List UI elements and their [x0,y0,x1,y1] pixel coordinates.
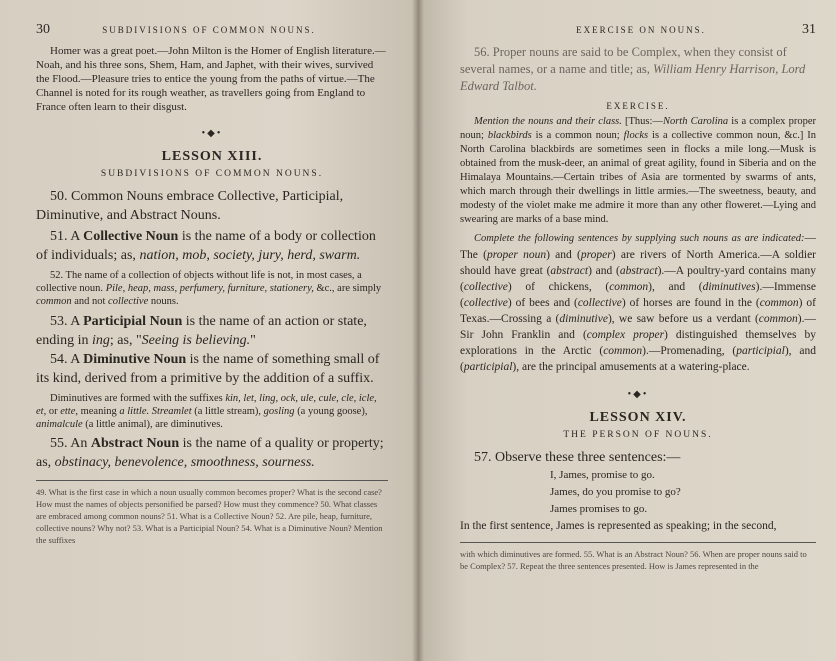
complete-sentences-paragraph: Complete the following sentences by supplying such nouns as are indicated:—The (proper noun) and (proper) are rivers of North America.—A soldier should have great (abstract) and (abstract).—A poultry-yard contains many (collective) of chickens, (common), and (diminutives).—Immense (collective) of bees and (collective) of horses are found in the (common) of Texas.—Crossing a (diminutive), we saw before us a verdant (common).—Sir John Franklin and (complex proper) distinguished themselves by explorations in the Arctic (common).—Promenading, (participial), and (participial), are the principal amusements at a watering-place. [460,232,817,373]
left-ornament: •◆• [201,128,223,139]
left-questions: 49. What is the first case in which a noun usually common becomes proper? What is the second case? How must the names of objects personified be parsed? How must they commence? 50. What classes are embraced among common nouns? 51. What is a Collective Noun? 52. Are pile, heap, furniture, collective nouns? Why not? 53. What is a Participial Noun? 54. What is a Diminutive Noun? Mention the suffixes [36,487,383,545]
complete-text-part: complex proper [586,329,665,341]
complete-text-part: ) of Texas.—Crossing a ( [460,297,816,325]
exercise-paragraph: Mention the nouns and their class. [Thus:—North Carolina is a complex proper noun; blackbirds is a common noun; flocks is a collective common noun, &c.] In North Carolina blackbirds are sometimes seen in flocks a mile long.—Musk is obtained from the musk-deer, an animal of great agility, found in Siberia and on the Himalaya Mountains.—Certain tribes of Asia are tormented by swarms of ants, which march through their dwellings in little armies.—The sweetness, beauty, and modesty of the violet make me admire it more than any other floweret.—Lying and swearing are marks of a base mind. [460,116,817,225]
complete-text-part: abstract [619,265,658,277]
complete-text-part: common [758,313,798,325]
right-page-number: 31 [801,22,816,37]
term-collective-noun: Collective Noun [83,229,179,244]
left-running-head [36,22,388,38]
complete-text-part: ), we saw before us a verdant ( [607,313,759,325]
complete-text-part: ), and ( [648,281,703,293]
complete-text-part: common [759,297,799,309]
term-diminutive-noun: Diminutive Noun [83,352,187,367]
complete-text-part: diminutive [559,313,608,325]
complete-text-part: ).—A poultry-yard contains many ( [460,265,817,293]
complete-text-part: ).—Immense ( [460,281,816,309]
right-ornament: •◆• [627,389,649,400]
right-questions-rule [460,542,816,572]
complete-text-part: —The ( [460,232,816,261]
paragraph-51: 51. A Collective Noun is the name of a body or collection of individuals; as, nation, mob, society, jury, herd, swarm. [36,229,376,263]
verse-3: James promises to go. [550,503,648,515]
verse-1: I, James, promise to go. [550,469,655,481]
complete-text-part: diminutives [702,281,756,293]
diminutives-note: Diminutives are formed with the suffixes kin, let, ling, ock, ule, cule, cle, icle, et, or ette, meaning a little. Streamlet (a little stream), gosling (a young goose), animalcule (a little animal), are diminutives. [36,393,377,430]
complete-text-part: ), are the principal amusements at a watering-place. [512,361,750,373]
homer-paragraph: Homer was a great poet.—John Milton is the Homer of English literature.—Noah, and his three sons, Shem, Ham, and Japhet, with their wives, survived the Flood.—Pleasure tries to entice the young from the paths of virtue.—The Channel is noted for its rough weather, as travellers going from England to France often learn to their disgust. [36,45,386,113]
paragraph-57-follow: In the first sentence, James is represented as speaking; in the second, [460,520,777,532]
paragraph-54: 54. A Diminutive Noun is the name of something small of its kind, derived from a primitive by the addition of a suffix. [36,352,380,386]
complete-text-part: participial [463,361,513,373]
complete-text-part: ).—Sir John Franklin and ( [460,313,816,341]
term-participial-noun: Participial Noun [83,314,183,329]
lesson-xiii-subtitle: SUBDIVISIONS OF COMMON NOUNS. [100,169,324,179]
right-running-head [460,22,816,38]
abstract-examples: obstinacy, benevolence, smoothness, sourness. [54,455,315,470]
complete-text-part: ) of chickens, ( [507,281,610,293]
left-running-title: SUBDIVISIONS OF COMMON NOUNS. [102,25,316,35]
term-abstract-noun: Abstract Noun [90,436,180,451]
book-gutter [412,0,424,661]
complete-text-part: ) and ( [588,265,620,277]
complete-text-part: ) of horses are found in the ( [621,297,760,309]
lesson-xiv-subtitle: THE PERSON OF NOUNS. [563,430,713,440]
left-questions-rule [36,480,388,546]
exercise-title: EXERCISE. [606,101,670,111]
complete-text-part: ) and ( [546,249,581,261]
complete-text-part: ) distinguished themselves by explorations in the Arctic ( [460,329,816,357]
complete-text-part: collective [463,281,508,293]
complete-text-part: proper [580,249,612,261]
verse-2: James, do you promise to go? [550,486,681,498]
complete-text-part: proper noun [486,249,547,261]
paragraph-57: 57. Observe these three sentences:— [474,450,681,465]
complete-text-part: collective [463,297,508,309]
complete-text-part: abstract [550,265,589,277]
complete-text-part: common [609,281,649,293]
complete-text-part: common [603,345,643,357]
paragraph-52: 52. The name of a collection of objects without life is not, in most cases, a collective noun. Pile, heap, mass, perfumery, furniture, stationery, &c., are simply common and not collective nouns. [36,270,382,307]
left-page-number: 30 [36,22,50,37]
collective-examples: nation, mob, society, jury, herd, swarm. [139,248,361,263]
lesson-xiii-title: LESSON XIII. [161,149,263,164]
lesson-xiv-title: LESSON XIV. [589,410,687,425]
complete-text-part: ) are rivers of North America.—A soldier should have great ( [460,249,817,277]
paragraph-53: 53. A Participial Noun is the name of an action or state, ending in ing; as, "Seeing is believing." [36,314,367,348]
complete-text-part: collective [577,297,622,309]
right-questions: with which diminutives are formed. 55. What is an Abstract Noun? 56. When are proper nouns said to be Complex? 57. Repeat the three sentences presented. How is James represented in the [460,549,807,571]
paragraph-56: 56. Proper nouns are said to be Complex, when they consist of several names, or a name and title; as, William Henry Harrison, Lord Edward Talbot. [460,45,806,93]
complete-text-part: participial [736,345,785,357]
complete-text-part: ), and ( [460,345,816,373]
paragraph-50: 50. Common Nouns embrace Collective, Participial, Diminutive, and Abstract Nouns. [36,189,344,223]
right-running-title: EXERCISE ON NOUNS. [576,25,706,35]
complete-text-part: ) of bees and ( [507,297,578,309]
right-page [418,0,836,661]
paragraph-55: 55. An Abstract Noun is the name of a quality or property; as, obstinacy, benevolence, smoothness, sourness. [36,436,384,470]
complete-text-part: ).—Promenading, ( [642,345,737,357]
